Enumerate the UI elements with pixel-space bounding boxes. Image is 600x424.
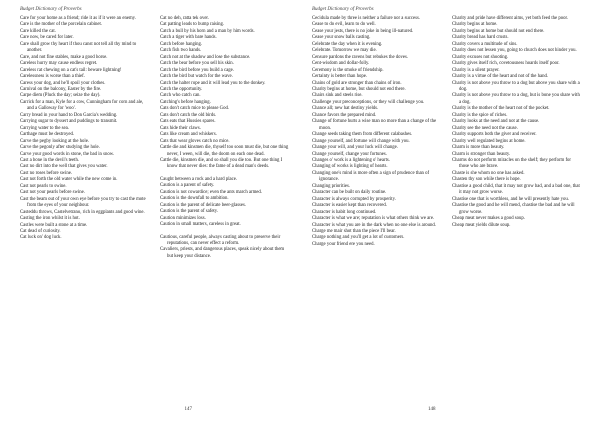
proverb-entry: Chastise a good child, that it may not grow bad, and a bad one, that it may not grow worse. bbox=[452, 183, 580, 196]
proverb-entry: Charity is not above you throw to a dog, but is bone you share with a dog. bbox=[452, 93, 580, 105]
proverb-entry: Charity is a virtue of the heart and not of the hand. bbox=[452, 74, 549, 80]
proverb-entry: Chaste is she whom no one has asked. bbox=[452, 170, 525, 176]
proverb-entry: Cheap meat never makes a good soup. bbox=[452, 216, 525, 222]
proverb-entry: Cats like cream and whiskers. bbox=[160, 132, 217, 138]
proverb-entry: Cat luck on' dog luck. bbox=[20, 235, 62, 241]
proverb-entry: Cat no deh, ratta tek over. bbox=[160, 16, 209, 21]
proverb-entry: Cast no roses before swine. bbox=[20, 170, 73, 176]
proverb-entry: Character is always corrupted by prosperity. bbox=[312, 196, 396, 202]
proverb-entry: Cast the beam out of your own eye before you try to cast the mote from the eyes of your neighbour. bbox=[20, 196, 146, 209]
proverb-entry: Catch the bird before you build a cage. bbox=[160, 67, 234, 73]
proverb-entry: Cattle die, kinsmen die, and so shall you die too. But one thing I know that never dies: the fame of a dead man's deeds. bbox=[160, 157, 283, 170]
right-page bbox=[300, 0, 600, 424]
proverb-entry: Certainty is better than hope. bbox=[312, 74, 368, 80]
proverb-entry: Cast not forth the old water while the new come in. bbox=[20, 177, 118, 183]
proverb-entry: Catch the bird but watch for the wave. bbox=[160, 74, 233, 80]
proverb-entry: Cats don't catch the old birds. bbox=[160, 112, 217, 118]
proverb-entry: Charms do not perform miracles on the shelf; they perform for those who are brave. bbox=[452, 157, 571, 170]
proverb-entry: Carrying water to the sea. bbox=[20, 125, 69, 131]
proverb-entry: Charity begins at home. bbox=[452, 22, 498, 28]
proverb-entry: Cent-wisdom and dollar-folly. bbox=[312, 61, 370, 67]
proverb-entry: Catch the halter rope and it will lead you to the donkey. bbox=[160, 80, 266, 86]
proverb-entry: Careless rat chewing on a cat's tail: beware lightning! bbox=[20, 67, 122, 73]
running-head: Budget Dictionary of Proverbs bbox=[312, 7, 374, 12]
proverb-entry: Charity excuses not shooting. bbox=[452, 54, 509, 60]
proverb-entry: Carve the pegby looking at the hole. bbox=[20, 138, 89, 144]
proverb-entry: Cattle die and kinsmen die, thyself too soon must die, but one thing never, I ween, will die, the doom on each one dead. bbox=[160, 145, 289, 157]
proverb-entry: Charity bread has hard crusts. bbox=[452, 35, 509, 41]
proverb-entry: Chastise the good and he will mend, chastise the bad and he will grow worse. bbox=[452, 203, 575, 215]
proverb-entry: Catch a tiger with bare hands. bbox=[160, 35, 217, 41]
proverb-entry: Care killed the cat. bbox=[20, 28, 56, 34]
proverb-entry: Charity looks at the need and not at the cause. bbox=[452, 119, 540, 125]
proverb-entry: Caution minimizes loss. bbox=[160, 215, 206, 221]
proverb-entry: Caution is a parent of safety. bbox=[160, 183, 215, 189]
proverb-entry: Careless hurry may cause endless regret. bbox=[20, 61, 98, 67]
proverb-entry: Charity and pride have different aims, yet both feed the poor. bbox=[452, 16, 568, 21]
proverb-entry: Change your will, and your luck will change. bbox=[312, 145, 398, 151]
left-column-1 bbox=[20, 16, 150, 260]
proverb-entry: Censure pardons the ravens but rebukes the doves. bbox=[312, 54, 409, 60]
proverb-entry: Charity gives itself rich, covetousness hoards itself poor. bbox=[452, 61, 560, 67]
proverb-entry: Catch fish two hands. bbox=[160, 48, 202, 54]
proverb-entry: Changing of works is lighting of hearts. bbox=[312, 164, 388, 170]
proverb-entry: Carthage must be destroyed. bbox=[20, 132, 75, 138]
proverb-entry: Chastise one that is worthless, and he will presently hate you. bbox=[452, 196, 569, 202]
proverb-entry: Cavaliers, priests, and dangerous places, speak nicely about them but keep your distance. bbox=[160, 247, 285, 259]
proverb-entry: Changing priorities. bbox=[312, 183, 350, 189]
proverb-entry: Cease to do evil, learn to do well. bbox=[312, 22, 376, 28]
proverb-entry: Cats hide their claws. bbox=[160, 125, 201, 131]
page-number: 148 bbox=[428, 407, 436, 412]
proverb-entry: Charge your friend ere you need. bbox=[312, 241, 375, 247]
proverb-entry: Charity is the mother of the heart not of the pocket. bbox=[452, 106, 550, 112]
proverb-entry: Care, and not fine stables, make a good horse. bbox=[20, 54, 108, 60]
proverb-entry: Charity is the spice of riches. bbox=[452, 112, 508, 118]
proverb-entry: Charity begins at home, but should not end there. bbox=[312, 86, 406, 92]
proverb-entry: Caution is the parent of safety. bbox=[160, 209, 218, 215]
proverb-entry: Changing one's mind is more often a sign of prudence than of ignorance. bbox=[312, 170, 430, 183]
proverb-entry: Cat patting leads to bump raising. bbox=[160, 22, 225, 28]
proverb-entry: Charge nothing and you'll get a lot of customers. bbox=[312, 235, 405, 241]
proverb-entry: Changes o' work is a lightening o' hearts. bbox=[312, 157, 390, 163]
proverb-entry: Charity see the need not the cause. bbox=[452, 125, 518, 131]
proverb-entry: Cecidula made by three is neither a failure nor a success. bbox=[312, 16, 421, 21]
page-number: 147 bbox=[184, 407, 192, 412]
proverb-entry: Character is what you are in the dark when no one else is around. bbox=[312, 222, 436, 228]
proverb-entry: Cautious, careful people, always casting about to preserve their reputations, can never effect a reform. bbox=[160, 234, 281, 246]
proverb-entry: Cat dead of curiosity. bbox=[20, 228, 61, 234]
proverb-entry: Carelessness is worse than a thief. bbox=[20, 74, 85, 80]
proverb-entry: Change yourself, and fortune will change with you. bbox=[312, 138, 410, 144]
proverb-entry: Carve the pegonly after studying the hole. bbox=[20, 145, 100, 151]
proverb-entry: Catch the bear before you sell his skin. bbox=[160, 61, 234, 67]
proverb-entry: Charity does not lessen you, going to church does not hinder you. bbox=[452, 48, 577, 54]
proverb-entry: Carrying sugar to dyssert and puddings to transmit. bbox=[20, 119, 118, 125]
right-column-2 bbox=[452, 16, 582, 248]
proverb-entry: Chairs sink and steels rise. bbox=[312, 93, 363, 99]
proverb-entry: Caution in small matters, careless in great. bbox=[160, 222, 241, 228]
proverb-entry: Carpe diem (Pluck the day; seize the day). bbox=[20, 93, 101, 99]
proverb-entry: Caution is the parent of delicate beer-glasses. bbox=[160, 202, 247, 208]
proverb-entry: Character is what we are; reputation is what others think we are. bbox=[312, 216, 435, 222]
proverb-entry: Chance favors the prepared mind. bbox=[312, 112, 377, 118]
proverb-entry: Cats eats that Hussies spares. bbox=[160, 119, 216, 125]
proverb-entry: Catching's before hanging. bbox=[160, 99, 211, 105]
proverb-entry: Cast a bone in the devil's teeth. bbox=[20, 157, 80, 163]
proverb-entry: Celebrate the day when it is evening. bbox=[312, 41, 383, 47]
proverb-entry: Character is easier kept than recovered. bbox=[312, 203, 387, 209]
proverb-entry: Charity is not above you throw to a dog but above you share with a dog. bbox=[452, 80, 580, 92]
proverb-entry: Catch before hanging. bbox=[160, 41, 203, 47]
proverb-entry: Charity is a silent prayer. bbox=[452, 67, 500, 73]
proverb-entry: Casting the iron whilst it is hot. bbox=[20, 216, 80, 222]
proverb-entry: Cast not your pearls before swine. bbox=[20, 190, 85, 196]
proverb-entry: Cheap meat yields dilute soup. bbox=[452, 222, 511, 228]
proverb-entry: Caution is the downfall to ambition. bbox=[160, 196, 229, 202]
proverb-entry: Carry bread in your hand to Don Garcia's wedding. bbox=[20, 112, 118, 118]
proverb-entry: Celebrate. Tomorrow we may die. bbox=[312, 48, 377, 54]
proverb-entry: Catch not at the shadow and lose the substance. bbox=[160, 54, 251, 60]
proverb-entry: Cats don't catch mice to please God. bbox=[160, 106, 230, 112]
proverb-entry: Charity supports both the giver and receiver. bbox=[452, 132, 537, 138]
proverb-entry: Cease your snow balls casting. bbox=[312, 35, 371, 41]
proverb-entry: Charity covers a multitude of sins. bbox=[452, 41, 518, 47]
proverb-entry: Character is habit long continued. bbox=[312, 209, 377, 215]
proverb-entry: Charge me mair shot than the piece I'll bear. bbox=[312, 228, 396, 234]
left-page-columns bbox=[20, 16, 290, 260]
proverb-entry: Ceremony is the smoke of friendship. bbox=[312, 67, 384, 73]
proverb-entry: Caution is not cowardice; even the ants march armed. bbox=[160, 189, 262, 195]
proverb-entry: Catch the opportunity. bbox=[160, 86, 203, 92]
proverb-entry: Change of fortune hurts a wise man no more than a change of the moon. bbox=[312, 119, 437, 131]
proverb-entry: Chains of gold are stronger than chains of iron. bbox=[312, 80, 402, 86]
proverb-entry: Care is the mother of the porcelain cabinet. bbox=[20, 22, 103, 28]
proverb-entry: Charity begins at home but should not end there. bbox=[452, 28, 545, 34]
proverb-entry: Character can be built on daily routine. bbox=[312, 190, 387, 196]
proverb-entry: Challenge your preconceptions, or they will challenge you. bbox=[312, 99, 425, 105]
proverb-entry: Care now, be cared for later. bbox=[20, 35, 74, 41]
proverb-entry: Change seeds taking them from different calabashes. bbox=[312, 132, 413, 138]
proverb-entry: Charm is stronger than beauty. bbox=[452, 151, 511, 157]
proverb-entry: Charity well regulated begins at home. bbox=[452, 138, 526, 144]
proverb-entry: Cats that wear gloves catch no mice. bbox=[160, 138, 230, 144]
proverb-entry: Chance all; new hat destiny yields. bbox=[312, 106, 379, 112]
proverb-entry: Caught between a rock and a hard place. bbox=[160, 176, 238, 182]
proverb-entry: Casteddu throws, Castelvetrano, rich in eggplants and good wine. bbox=[20, 209, 145, 215]
proverb-entry: Caress your dog, and he'll spoil your clothes. bbox=[20, 80, 106, 86]
proverb-entry: Catch a bull by his horn and a man by him words. bbox=[160, 28, 255, 34]
left-column-2 bbox=[160, 16, 290, 260]
proverb-entry: Castles were built a stone at a time. bbox=[20, 222, 88, 228]
proverb-entry: Change yourself, change your fortunes. bbox=[312, 151, 387, 157]
right-page-columns bbox=[312, 16, 582, 248]
proverb-entry: Cease your jests, there is no joke in being ill-natured. bbox=[312, 28, 414, 34]
proverb-entry: Cast not pearls to swine. bbox=[20, 183, 67, 189]
running-head: Budget Dictionary of Proverbs bbox=[20, 7, 82, 12]
proverb-entry: Catch who catch can. bbox=[160, 93, 201, 99]
proverb-entry: Chasten thy son while there is hope. bbox=[452, 177, 521, 183]
proverb-entry: Carrick for a man, Kyle for a cow, Cunningham for corn and ale, and a Galloway for 'woo'. bbox=[20, 99, 144, 112]
right-column-1 bbox=[312, 16, 442, 248]
proverb-entry: Carnival on the balcony, Easter by the fire. bbox=[20, 86, 102, 92]
proverb-entry: Carve your good words in stone, the bad in snow. bbox=[20, 151, 115, 157]
proverb-entry: Charm is more than beauty. bbox=[452, 145, 505, 151]
proverb-entry: Care for your home as a friend; ride it as if it were an enemy. bbox=[20, 16, 136, 21]
proverb-entry: Cast no dirt into the well that gives you water. bbox=[20, 164, 108, 170]
proverb-entry: Care shall grow thy heart if thou canst not tell all thy mind to another. bbox=[20, 41, 137, 54]
